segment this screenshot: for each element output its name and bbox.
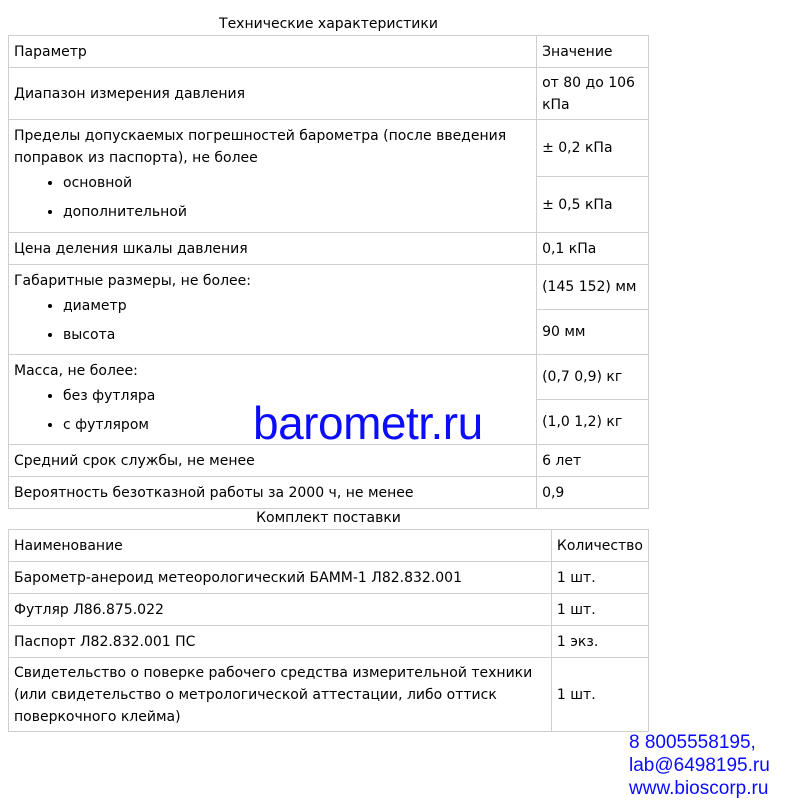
value-cell: 0,1 кПа bbox=[537, 233, 649, 265]
name-cell: Свидетельство о поверке рабочего средства измерительной техники (или свидетельство о метрологической аттестации, либо оттиск поверкочного клейма) bbox=[9, 658, 552, 732]
bullet-list bbox=[14, 292, 531, 350]
name-cell: Футляр Л86.875.022 bbox=[9, 594, 552, 626]
header-qty: Количество bbox=[551, 530, 648, 562]
table-row bbox=[9, 658, 649, 732]
value-cell: ± 0,2 кПа bbox=[537, 120, 649, 177]
table-row bbox=[9, 355, 649, 400]
param-text: Габаритные размеры, не более: bbox=[14, 272, 251, 289]
param-cell: Цена деления шкалы давления bbox=[9, 233, 537, 265]
value-cell: (0,7 0,9) кг bbox=[537, 355, 649, 400]
table-header-row bbox=[9, 530, 649, 562]
name-cell: Паспорт Л82.832.001 ПС bbox=[9, 626, 552, 658]
table-row bbox=[9, 594, 649, 626]
bullet-list bbox=[14, 169, 531, 227]
table-row bbox=[9, 477, 649, 509]
table-row bbox=[9, 68, 649, 120]
list-item: • дополнительной bbox=[63, 198, 531, 227]
name-cell: Барометр-анероид метеорологический БАММ-1 Л82.832.001 bbox=[9, 562, 552, 594]
list-item: • основной bbox=[63, 169, 531, 198]
value-cell: 6 лет bbox=[537, 445, 649, 477]
table-row bbox=[9, 120, 649, 177]
table-row bbox=[9, 265, 649, 310]
list-item: • диаметр bbox=[63, 292, 531, 321]
value-cell: (145 152) мм bbox=[537, 265, 649, 310]
kit-table-caption: Комплект поставки bbox=[256, 510, 401, 526]
header-param: Параметр bbox=[9, 36, 537, 68]
list-item: • без футляра bbox=[63, 382, 531, 411]
table-row bbox=[9, 233, 649, 265]
table-header-row bbox=[9, 36, 649, 68]
value-cell: (1,0 1,2) кг bbox=[537, 400, 649, 445]
value-cell: 0,9 bbox=[537, 477, 649, 509]
header-value: Значение bbox=[537, 36, 649, 68]
table-row bbox=[9, 626, 649, 658]
param-cell bbox=[9, 265, 537, 355]
value-cell: 90 мм bbox=[537, 310, 649, 355]
param-cell bbox=[9, 120, 537, 233]
tech-table-caption: Технические характеристики bbox=[219, 16, 438, 32]
watermark-text: barometr.ru bbox=[253, 397, 483, 449]
table-row bbox=[9, 562, 649, 594]
param-cell: Вероятность безотказной работы за 2000 ч, не менее bbox=[9, 477, 537, 509]
param-text: Масса, не более: bbox=[14, 362, 138, 379]
qty-cell: 1 экз. bbox=[551, 626, 648, 658]
email-text: lab@6498195.ru bbox=[629, 755, 770, 776]
header-name: Наименование bbox=[9, 530, 552, 562]
value-cell: ± 0,5 кПа bbox=[537, 177, 649, 233]
contacts-block bbox=[629, 731, 770, 800]
phone-text: 8 8005558195, bbox=[629, 732, 756, 753]
table-row bbox=[9, 445, 649, 477]
list-item: • высота bbox=[63, 321, 531, 350]
param-cell: Диапазон измерения давления bbox=[9, 68, 537, 120]
qty-cell: 1 шт. bbox=[551, 594, 648, 626]
value-cell: от 80 до 106 кПа bbox=[537, 68, 649, 120]
qty-cell: 1 шт. bbox=[551, 658, 648, 732]
qty-cell: 1 шт. bbox=[551, 562, 648, 594]
site-text: www.bioscorp.ru bbox=[629, 778, 769, 799]
param-text: Пределы допускаемых погрешностей барометра (после введения поправок из паспорта), не более bbox=[14, 128, 507, 166]
list-item: • с футляром bbox=[63, 411, 531, 440]
param-cell: Средний срок службы, не менее bbox=[9, 445, 537, 477]
kit-table bbox=[8, 529, 649, 732]
